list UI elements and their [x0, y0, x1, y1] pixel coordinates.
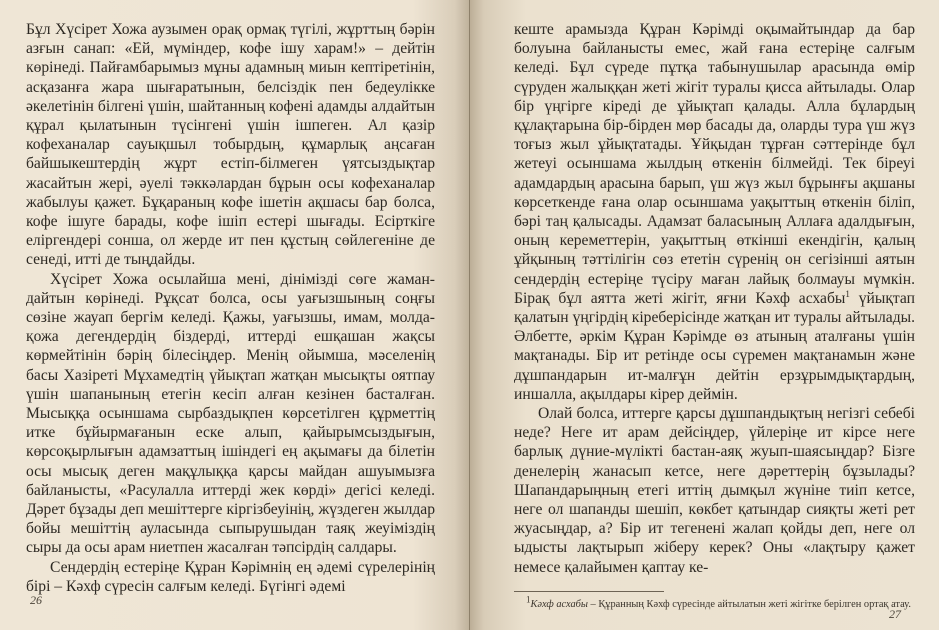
left-page [0, 0, 469, 630]
paragraph [514, 20, 915, 404]
left-page-text [26, 20, 435, 596]
page-number: 27 [889, 607, 901, 621]
paragraph-text-continued: үйықтап қалатын үңгірдің кіреберісінде жатқан ит туралы айтылады. Әлбетте, әркім Құран Кәрімде өз атының аталғаны үшін мақтанады. Бір ит ретінде осы сүремен мақтанамын және дұшпандарын ит-малғұн дейтін ерзұрымдықтардың, иншалла, ақылдары кірер деймін. [514, 289, 915, 403]
footnote-number: 1 [526, 594, 531, 605]
right-page [470, 0, 939, 630]
footnote-divider [514, 591, 664, 592]
right-page-text [514, 20, 915, 577]
page-number: 26 [30, 593, 42, 607]
paragraph: Бұл Хүсірет Хожа аузымен орақ ормақ түгілі, жұрттың бәрін азғын санап: «Ей, мүміндер, кофе ішу харам!» – дейтін көрінеді. Пайғамбарымыз мұны адамның миын кептіретінін, асқазанға жара шығаратынын, белсіздік пен бедеулікке әкелетінін білгені үшін, шайтанның кофені адамды алдайтын құрал қылатынын түсінгені үшін ішпеген. Ал қазір кофеханалар сауықшыл тобырдың, құмарлық аңсаған байшыкештердің жұрт естіп-білмеген үятсыздықтар жасайтын жері, әуелі тәккәлардан бұрын осы кофеханалар жабылуы қажет. Бұқараның кофе ішетін ақшасы бар болса, кофе ішуге барады, кофе ішіп естері шығады. Есірткіге еліргендері сонша, ол жерде ит пен құстың сөйлегеніне де сенеді, итті де тыңдайды. [26, 21, 435, 269]
paragraph: Олай болса, иттерге қарсы дұшпандықтың негізгі себебі неде? Неге ит арам дейсіңдер, үйлеріңе ит кірсе неге барлық дүние-мүлікті бастан-аяқ жуып-шаясыңдар? Бізге денелерің жанасып кетсе, неге дәреттерің бұзылады? Шапандарыңның етегі иттің дымқыл жүніне тиіп кетсе, неге ол шапанды шешіп, көкбет қатындар сияқты жеті рет жуасыңдар, а? Бір ит тегенені жалап қойды деп, неге ол ыдысты лақтырып жіберу керек? Оны «лақтыру қажет немесе қалайымен қаптау ке- [514, 405, 915, 576]
footnote [514, 594, 915, 611]
footnote-term: Кәхф асхабы [530, 598, 588, 610]
paragraph: Хүсірет Хожа осылайша мені, дінімізді сөге жамандайтын көрінеді. Рұқсат болса, осы уағызшының соңғы сөзіне жауап бергім келеді. Қажы, уағызшы, имам, молда-қожа дегендердің біздерді, иттерді ешқашан жақсы көрмейтінін бәрің білесіңдер. Менің ойымша, мәселенің басы Хазіреті Мұхамедтің үйықтап жатқан мысықты оятпау үшін шапанының етегін кесіп алған кезінен басталған. Мысыққа осыншама сырбаздықпен көрсетілген құрметтің итке бұйырмағанын еске алып, қайырымсыздығын, көрсоқырлығын адамзаттың ішіндегі ең ақымағы да білетін осы мысық деген мақұлыққа қарсы майдан ашуымызға байланысты, «Расулалла иттерді жек көрді» дегісі келеді. Дәрет бұзады деп мешіттерге кіргізбеуінің, жүздеген жылдар бойы мешіттің ауласында сыпырушыдан таяқ жеуіміздің сыры да осы арам ниетпен жасалған тәпсірдің салдары. [26, 270, 435, 557]
footnote-marker[interactable]: 1 [845, 288, 850, 299]
paragraph-text: кеште арамызда Құран Кәрімді оқымайтындар да бар болуына байланысты емес, жай ғана естеріңе салғым келеді. Бұл сүреде пұтқа табынушылар арасында өмір сүруден жалыққан жеті жігіт туралы қисса айтылады. Олар бір үңгірге кіреді де ұйықтап қалады. Алла бұлардың құлақтарына бір-бірден мөр басады да, оларды тура үш жүз тоғыз жыл ұйықтатады. Ұйқыдан тұрған сәттерінде бұл жетеуі осыншама жылдың өткенін білмейді. Тек біреуі адамдардың арасына барып, үш жүз жыл бұрынғы ақшаны көрсеткенде ғана олар осыншама уақыттың өткенін біліп, бәрі таң қалысады. Адамзат баласының Аллаға адалдығын, оның кереметтерін, уақыттың өткінші екендігін, қалың ұйқының тәттілігін сөз ететін сүренің он сегізінші аятын сендердің естеріңе түсіру маған лайық болмауы мүмкін. Бірақ бұл аятта жеті жігіт, яғни Кәхф асхабы [514, 21, 915, 307]
footnote-text: – Құранның Кәхф сүресінде айтылатын жеті жігітке берілген ортақ атау. [587, 598, 911, 610]
paragraph: Сендердің естеріңе Құран Кәрімнің ең әдемі сүрелерінің бірі – Кәхф сүресін салғым келеді. Бүгінгі әдемі [26, 558, 435, 595]
